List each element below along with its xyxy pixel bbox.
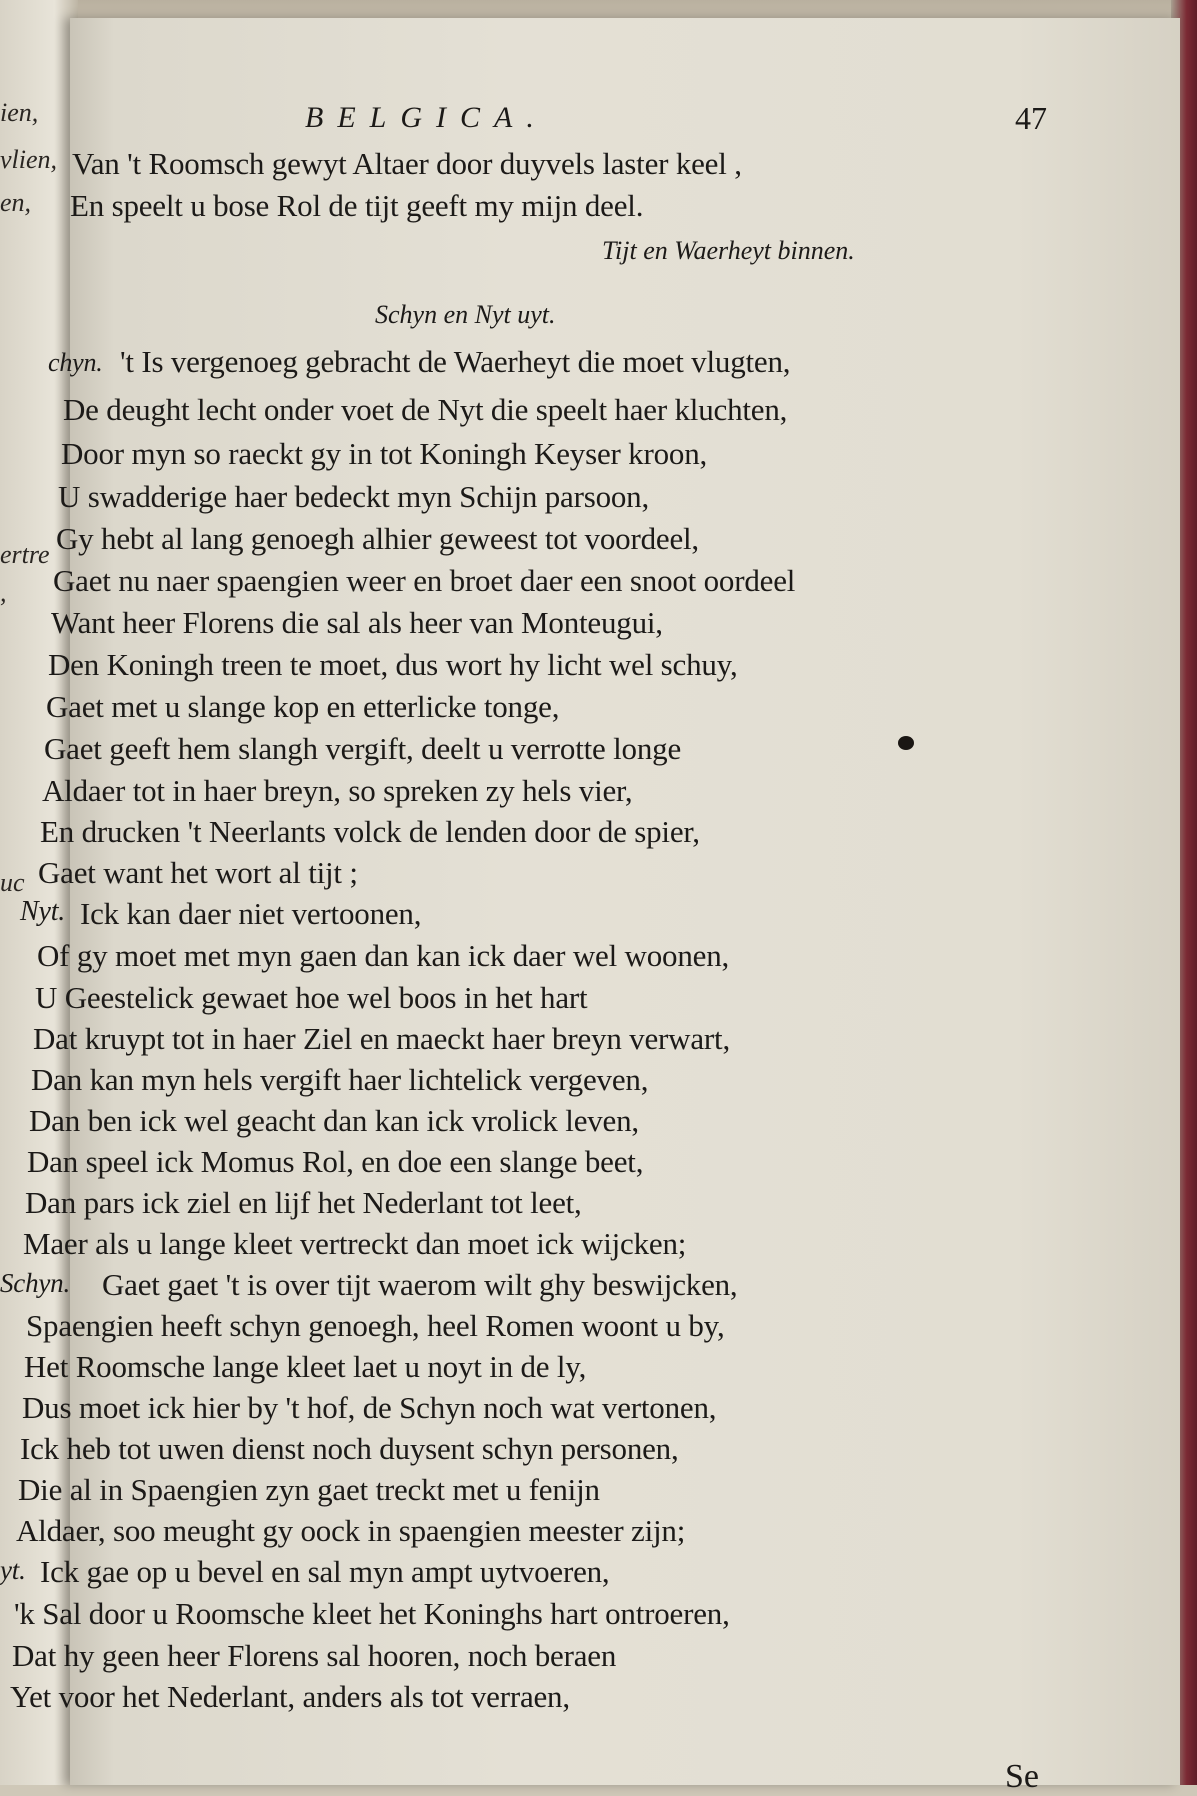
verse-line: Den Koningh treen te moet, dus wort hy licht wel schuy, <box>48 647 738 682</box>
verse-line: Van 't Roomsch gewyt Altaer door duyvels laster keel , <box>72 146 742 181</box>
verse-line: Gaet met u slange kop en etterlicke tonge, <box>46 689 560 724</box>
verse-line: Want heer Florens die sal als heer van Monteugui, <box>51 605 663 640</box>
verse-line: Maer als u lange kleet vertreckt dan moet ick wijcken; <box>23 1226 687 1261</box>
page-number: 47 <box>1015 100 1047 136</box>
verse-line: Gaet gaet 't is over tijt waerom wilt ghy beswijcken, <box>102 1267 738 1302</box>
verse-line: En drucken 't Neerlants volck de lenden door de spier, <box>40 814 700 849</box>
facing-page-fragment: en, <box>0 188 32 217</box>
verse-line: Gaet nu naer spaengien weer en broet daer een snoot oordeel <box>53 563 796 598</box>
speaker-label: yt. <box>0 1555 26 1585</box>
stage-direction: Tijt en Waerheyt binnen. <box>602 236 855 265</box>
verse-line: De deught lecht onder voet de Nyt die speelt haer kluchten, <box>63 392 788 427</box>
facing-page-fragment: ertre <box>0 540 50 569</box>
verse-line: Dat hy geen heer Florens sal hooren, noch beraen <box>12 1638 617 1673</box>
verse-line: Dat kruypt tot in haer Ziel en maeckt haer breyn verwart, <box>33 1021 730 1056</box>
facing-page-fragment: vlien, <box>0 145 58 174</box>
verse-line: Ick gae op u bevel en sal myn ampt uytvoeren, <box>40 1554 610 1589</box>
catchword: Se <box>1005 1758 1039 1795</box>
verse-line: Dan pars ick ziel en lijf het Nederlant tot leet, <box>25 1185 582 1220</box>
facing-page-fragment: , <box>0 578 7 607</box>
verse-line: Aldaer, soo meught gy oock in spaengien meester zijn; <box>16 1513 686 1548</box>
running-head: BELGICA. <box>305 101 548 134</box>
verse-line: Spaengien heeft schyn genoegh, heel Romen woont u by, <box>26 1308 725 1343</box>
verse-line: Die al in Spaengien zyn gaet treckt met u fenijn <box>18 1472 600 1507</box>
verse-line: Ick kan daer niet vertoonen, <box>80 896 422 931</box>
verse-line: Yet voor het Nederlant, anders als tot verraen, <box>10 1679 570 1714</box>
verse-line: Aldaer tot in haer breyn, so spreken zy hels vier, <box>42 773 633 808</box>
verse-line: En speelt u bose Rol de tijt geeft my mijn deel. <box>70 188 644 223</box>
verse-line: U Geestelick gewaet hoe wel boos in het hart <box>35 980 588 1015</box>
verse-line: 't Is vergenoeg gebracht de Waerheyt die moet vlugten, <box>120 344 791 379</box>
verse-line: Door myn so raeckt gy in tot Koningh Keyser kroon, <box>61 436 708 471</box>
verse-line: 'k Sal door u Roomsche kleet het Koninghs hart ontroeren, <box>14 1596 730 1631</box>
verse-line: Dan speel ick Momus Rol, en doe een slange beet, <box>27 1144 644 1179</box>
facing-page-fragment: ien, <box>0 98 39 127</box>
facing-page-fragment: uc <box>0 868 25 897</box>
verse-line: Of gy moet met myn gaen dan kan ick daer wel woonen, <box>37 938 730 973</box>
verse-line: Het Roomsche lange kleet laet u noyt in de ly, <box>24 1349 587 1384</box>
scene-heading: Schyn en Nyt uyt. <box>375 300 556 329</box>
verse-line: Gaet geeft hem slangh vergift, deelt u verrotte longe <box>44 731 682 766</box>
verse-line: Dus moet ick hier by 't hof, de Schyn noch wat vertonen, <box>22 1390 717 1425</box>
verse-line: Gaet want het wort al tijt ; <box>38 855 358 890</box>
verse-line: Dan kan myn hels vergift haer lichtelick vergeven, <box>31 1062 649 1097</box>
ink-blot <box>898 736 914 750</box>
verse-line: Gy hebt al lang genoegh alhier geweest tot voordeel, <box>56 521 699 556</box>
speaker-label: Nyt. <box>20 896 66 927</box>
verse-line: Dan ben ick wel geacht dan kan ick vrolick leven, <box>29 1103 639 1138</box>
verse-line: Ick heb tot uwen dienst noch duysent schyn personen, <box>20 1431 679 1466</box>
verse-line: U swadderige haer bedeckt myn Schijn parsoon, <box>58 479 650 514</box>
speaker-label: Schyn. <box>0 1268 71 1298</box>
speaker-label: chyn. <box>48 348 103 377</box>
